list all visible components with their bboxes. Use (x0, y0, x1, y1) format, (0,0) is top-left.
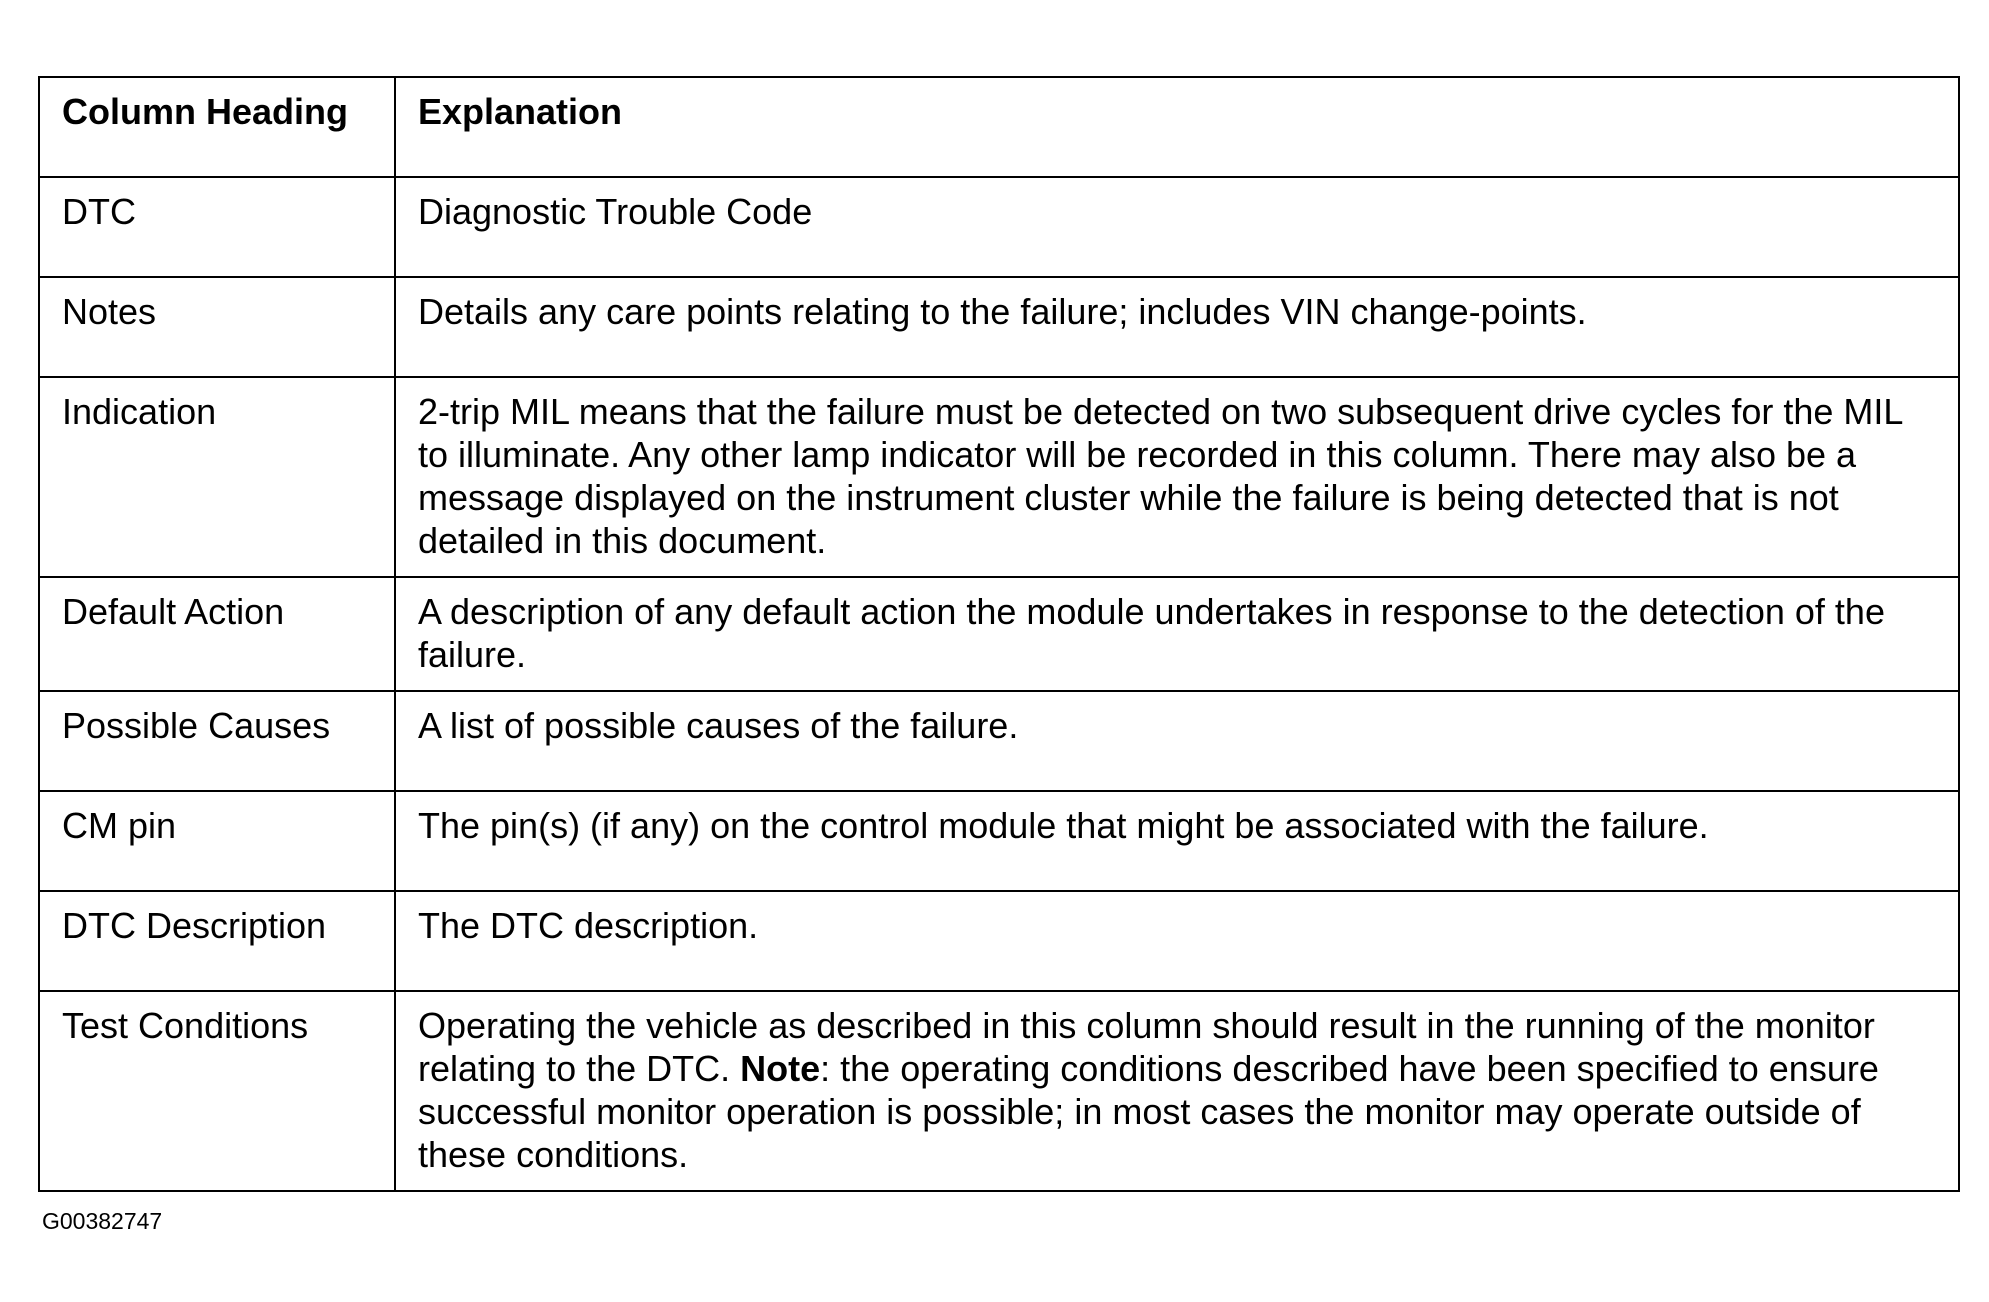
column-heading-table (38, 76, 1960, 1192)
row-explanation: A list of possible causes of the failure. (395, 691, 1959, 791)
row-heading: Notes (39, 277, 395, 377)
table-row (39, 891, 1959, 991)
row-explanation: The pin(s) (if any) on the control module that might be associated with the failure. (395, 791, 1959, 891)
table-row (39, 791, 1959, 891)
row-heading: Indication (39, 377, 395, 577)
row-explanation: 2-trip MIL means that the failure must be detected on two subsequent drive cycles for the MIL to illuminate. Any other lamp indicator will be recorded in this column. There may also be a message displayed on the instrument cluster while the failure is being detected that is not detailed in this document. (395, 377, 1959, 577)
figure-id: G00382747 (42, 1208, 163, 1234)
row-heading: DTC Description (39, 891, 395, 991)
table-row (39, 691, 1959, 791)
note-label: Note (740, 1048, 821, 1089)
explanation-text: : the operating conditions described have been specified to ensure successful monitor operation is possible; in most cases the monitor may operate outside of these conditions. (418, 1048, 1879, 1175)
table-row (39, 377, 1959, 577)
row-explanation: Diagnostic Trouble Code (395, 177, 1959, 277)
row-explanation: A description of any default action the module undertakes in response to the detection of the failure. (395, 577, 1959, 691)
row-heading: Default Action (39, 577, 395, 691)
row-heading: Possible Causes (39, 691, 395, 791)
row-explanation: Details any care points relating to the failure; includes VIN change-points. (395, 277, 1959, 377)
row-heading: DTC (39, 177, 395, 277)
row-heading: Test Conditions (39, 991, 395, 1191)
table-row (39, 577, 1959, 691)
table-header-row (39, 77, 1959, 177)
header-explanation: Explanation (395, 77, 1959, 177)
table-row (39, 277, 1959, 377)
row-explanation: The DTC description. (395, 891, 1959, 991)
row-heading: CM pin (39, 791, 395, 891)
table-row (39, 991, 1959, 1191)
table-row (39, 177, 1959, 277)
header-column-heading: Column Heading (39, 77, 395, 177)
explanation-text: Operating the vehicle as described in this column should result in the running of the monitor relating to the DTC. (418, 1005, 1875, 1089)
row-explanation (395, 991, 1959, 1191)
